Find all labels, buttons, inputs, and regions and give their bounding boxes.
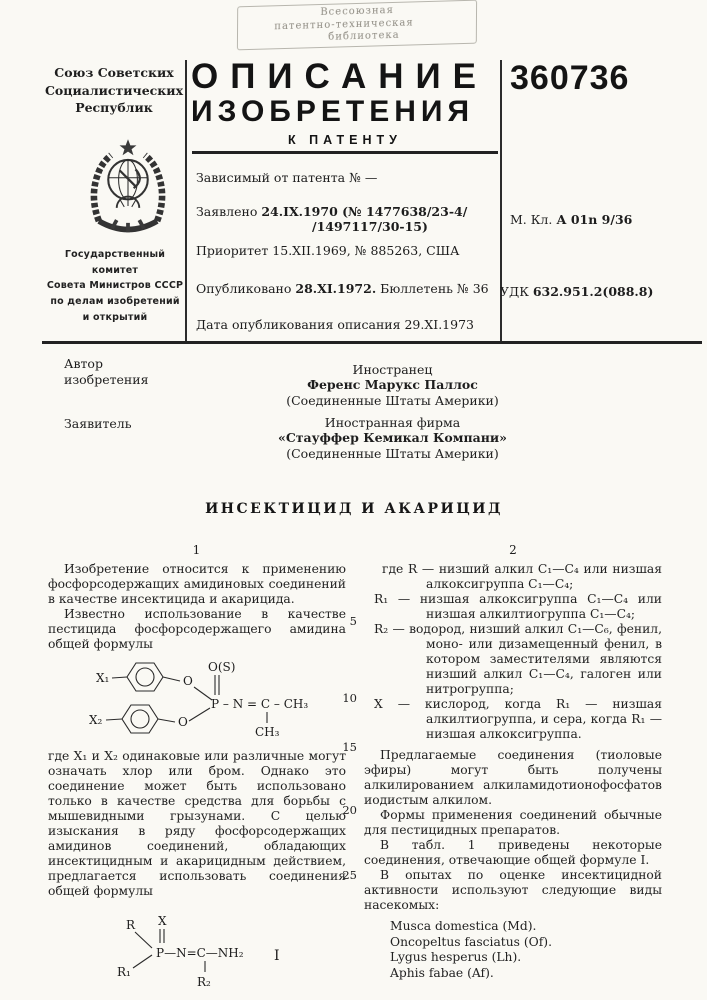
header-divider-left	[185, 60, 187, 342]
published-date: 28.XI.1972.	[295, 281, 377, 296]
document-subtitle: К ПАТЕНТУ	[288, 133, 402, 147]
definition-X: X — кислород, когда R₁ — низшая алкилтиогруппа, и сера, когда R₁ — низшая алкоксигруппа.	[374, 697, 662, 741]
formula1-chain: P – N = C – CH₃	[211, 697, 309, 711]
udk-label: УДК	[500, 284, 533, 299]
definition-R2: R₂ — водород, низший алкил C₁—C₆, фенил, моно- или дизамещенный фенил, в котором заместителями являются низший алкил C₁—C₄, галоген или нитрогруппа;	[374, 622, 662, 696]
formula2-r1: R₁	[117, 965, 131, 979]
author-label: Автор изобретения	[64, 356, 149, 388]
committee-name: Государственный комитет Совета Министров СССР по делам изобретений и открытий	[46, 249, 184, 323]
line-number-25: 25	[342, 868, 357, 882]
formula1-o2: O	[178, 715, 188, 729]
patent-number: 360736	[510, 59, 630, 97]
list-item: Lygus hesperus (Lh).	[390, 950, 522, 964]
list-item: Oncopeltus fasciatus (Of).	[390, 934, 553, 949]
classification-code	[510, 212, 632, 227]
paragraph: Формы применения соединений обычные для пестицидных препаратов.	[364, 808, 662, 837]
mkl-value: А 01n 9/36	[556, 212, 633, 227]
ussr-coat-of-arms-icon	[81, 138, 175, 246]
filed-value-2: /1497117/30-15)	[312, 219, 428, 234]
author-name: Ференс Марукс Паллос	[307, 377, 478, 393]
definition-R: где R — низший алкил C₁—C₄ или низшая алкоксигруппа C₁—C₄;	[382, 562, 662, 591]
author-origin: Иностранец	[352, 362, 433, 377]
description-date-row: Дата опубликования описания 29.XI.1973	[196, 317, 474, 332]
filed-row	[196, 204, 496, 234]
applicant-origin: Иностранная фирма	[324, 415, 461, 430]
mkl-label: М. Кл.	[510, 212, 557, 227]
document-kind-title: ОПИСАНИЕ	[191, 57, 488, 96]
formula2-r2: R₂	[197, 975, 211, 989]
formula1-x1: X₁	[96, 671, 110, 685]
published-label: Опубликовано	[196, 281, 296, 296]
applicant-label: Заявитель	[64, 416, 132, 431]
body-column-left	[48, 562, 346, 995]
udk-code	[500, 284, 653, 299]
invention-title: ИНСЕКТИЦИД И АКАРИЦИД	[205, 501, 503, 517]
union-name: Союз Советских Социалистических Республик	[44, 65, 184, 115]
header-bottom-rule	[42, 341, 702, 344]
author-country: (Соединенные Штаты Америки)	[286, 392, 499, 408]
author-value	[250, 362, 535, 408]
formula1-os: O(S)	[208, 660, 236, 674]
formula2-x: X	[158, 914, 167, 928]
paragraph: Изобретение относится к применению фосфорсодержащих амидиновых соединений в качестве инсектицида и акарицида.	[48, 562, 346, 606]
formula2-r: R	[126, 918, 136, 932]
chemical-formula-known-compound	[48, 655, 346, 747]
formula2-roman-label: I	[274, 948, 280, 964]
body-column-right	[364, 562, 662, 981]
line-number-5: 5	[349, 614, 357, 628]
priority-row: Приоритет 15.XII.1969, № 885263, США	[196, 243, 460, 258]
library-stamp	[237, 0, 477, 50]
dependent-patent-row: Зависимый от патента № —	[196, 170, 378, 185]
udk-value: 632.951.2(088.8)	[532, 284, 654, 299]
list-item: Aphis fabae (Af).	[390, 965, 494, 980]
line-number-15: 15	[342, 740, 357, 754]
stamp-line: Всесоюзная	[320, 5, 394, 19]
filed-label: Заявлено	[196, 204, 262, 219]
subtitle-rule	[192, 151, 498, 154]
applicant-value	[250, 415, 535, 461]
paragraph: В опытах по оценке инсектицидной активности используют следующие виды насекомых:	[364, 868, 662, 912]
list-item: Musca domestica (Md).	[390, 919, 537, 933]
published-bulletin: Бюллетень № 36	[376, 281, 489, 296]
line-number-20: 20	[342, 803, 357, 817]
formula1-x2: X₂	[89, 713, 103, 727]
published-row	[196, 281, 496, 296]
line-number-10: 10	[342, 691, 357, 705]
definition-R1: R₁ — низшая алкоксигруппа C₁—C₄ или низшая алкилтиогруппа C₁—C₄;	[374, 592, 662, 621]
applicant-country: (Соединенные Штаты Америки)	[286, 445, 499, 461]
paragraph: Предлагаемые соединения (тиоловые эфиры) могут быть получены алкилированием алкиламидотионофосфатов иодистым алкилом.	[364, 748, 662, 807]
paragraph: где X₁ и X₂ одинаковые или различные могут означать хлор или бром. Однако это соединение может быть использовано только в качестве средства для борьбы с мышевидными грызунами. С целью изыскания в ряду фосфорсодержащих амидинов соединений, обладающих инсектицидным и акарицидным действием, предлагается использовать соединения общей формулы	[48, 749, 346, 898]
formula1-o1: O	[183, 674, 193, 688]
paragraph: Известно использование в качестве пестицида фосфорсодержащего амидина общей формулы	[48, 607, 346, 651]
insect-species-list	[390, 919, 662, 981]
formula1-ch3: CH₃	[255, 725, 280, 739]
applicant-name: «Стауффер Кемикал Компани»	[278, 430, 507, 446]
column-2-number: 2	[509, 543, 517, 557]
formula2-chain: P—N=C—NH₂	[156, 946, 244, 960]
chemical-formula-I	[96, 911, 346, 995]
document-kind-title-2: ИЗОБРЕТЕНИЯ	[191, 95, 475, 128]
paragraph: В табл. 1 приведены некоторые соединения, отвечающие общей формуле I.	[364, 838, 662, 867]
stamp-line: патентно-техническая	[274, 17, 414, 33]
filed-value: 24.IX.1970 (№ 1477638/23-4/	[261, 204, 468, 219]
column-1-number: 1	[192, 543, 201, 557]
stamp-line: библиотека	[328, 30, 400, 44]
